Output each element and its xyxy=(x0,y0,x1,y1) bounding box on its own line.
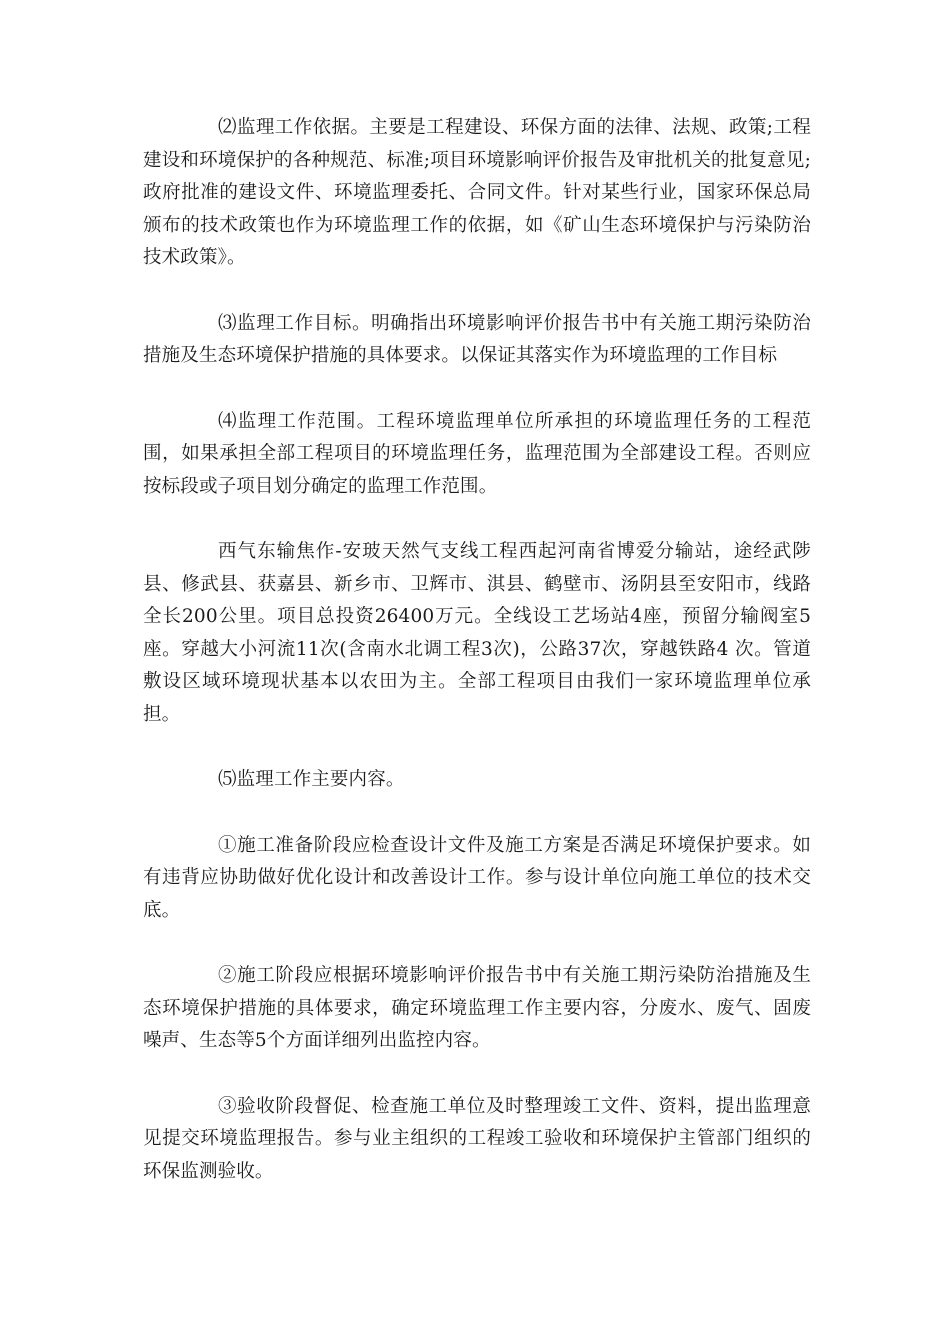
paragraph-main-content-heading: ⑸监理工作主要内容。 xyxy=(218,769,405,790)
paragraph-acceptance-stage: ③验收阶段督促、检查施工单位及时整理竣工文件、资料，提出监理意见提交环境监理报告。参与业主组织的工程竣工验收和环境保护主管部门组织的环保监测验收。 xyxy=(143,1095,811,1182)
paragraph-construction-stage: ②施工阶段应根据环境影响评价报告书中有关施工期污染防治措施及生态环境保护措施的具体要求，确定环境监理工作主要内容，分废水、废气、固废噪声、生态等5个方面详细列出监控内容。 xyxy=(143,965,811,1051)
paragraph-project-overview: 西气东输焦作-安玻天然气支线工程西起河南省博爱分输站，途经武陟县、修武县、获嘉县、新乡市、卫辉市、淇县、鹤壁市、汤阴县至安阳市，线路全长200公里。项目总投资26400万元。全线设工艺场站4座，预留分输阀室5座。穿越大小河流11次(含南水北调工程3次)，公路37次，穿越铁路4 次。管道敷设区域环境现状基本以农田为主。全部工程项目由我们一家环境监理单位承担。 xyxy=(143,541,811,725)
document-body xyxy=(143,112,811,1188)
paragraph-preparation-stage: ①施工准备阶段应检查设计文件及施工方案是否满足环境保护要求。如有违背应协助做好优化设计和改善设计工作。参与设计单位向施工单位的技术交底。 xyxy=(143,834,811,921)
paragraph-goal: ⑶监理工作目标。明确指出环境影响评价报告书中有关施工期污染防治措施及生态环境保护措施的具体要求。以保证其落实作为环境监理的工作目标 xyxy=(143,312,811,366)
paragraph-basis: ⑵监理工作依据。主要是工程建设、环保方面的法律、法规、政策;工程建设和环境保护的各种规范、标准;项目环境影响评价报告及审批机关的批复意见;政府批准的建设文件、环境监理委托、合同文件。针对某些行业，国家环保总局颁布的技术政策也作为环境监理工作的依据，如《矿山生态环境保护与污染防治技术政策》。 xyxy=(143,117,811,268)
paragraph-scope: ⑷监理工作范围。工程环境监理单位所承担的环境监理任务的工程范围，如果承担全部工程项目的环境监理任务，监理范围为全部建设工程。否则应按标段或子项目划分确定的监理工作范围。 xyxy=(143,410,811,497)
